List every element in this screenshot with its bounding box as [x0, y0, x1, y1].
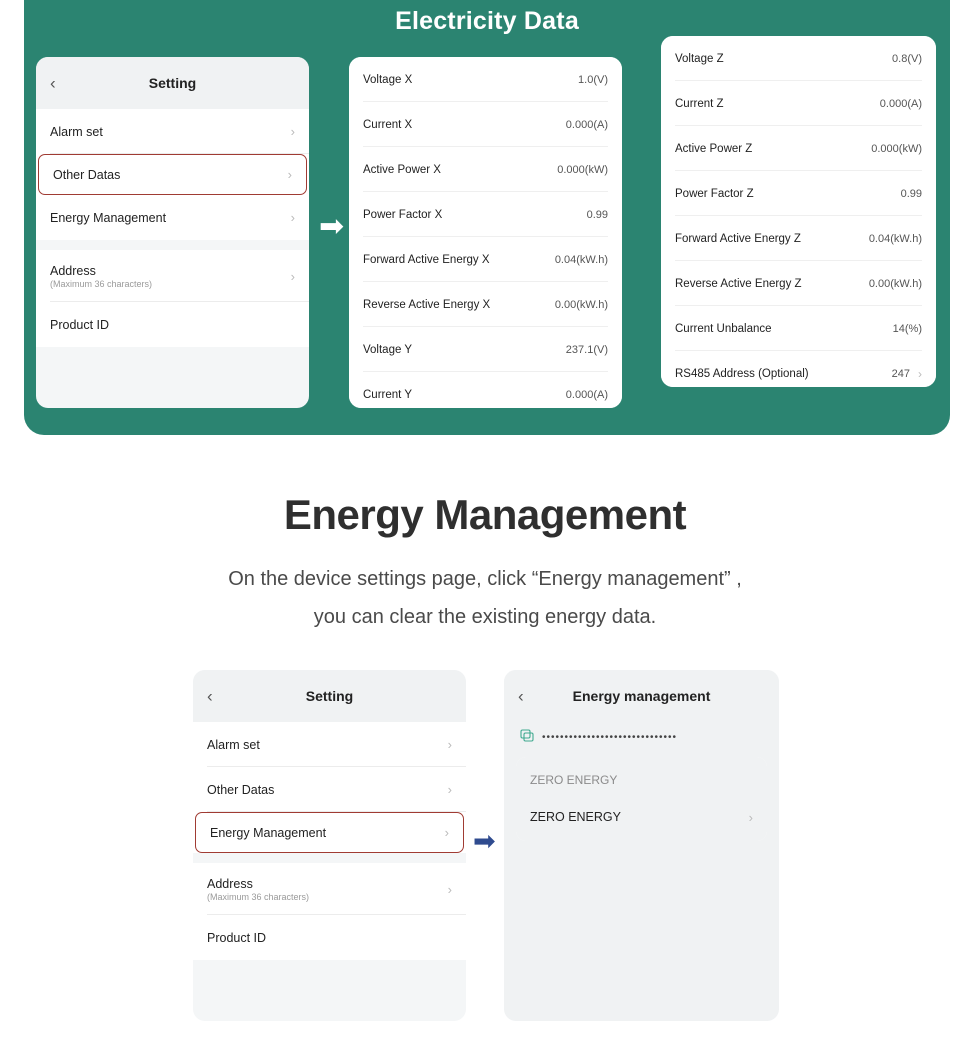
data-value: 247 — [891, 367, 910, 380]
chevron-right-icon: › — [287, 167, 292, 182]
data-row — [349, 192, 622, 237]
data-label: Active Power Z — [675, 142, 753, 155]
chevron-right-icon: › — [447, 782, 452, 797]
data-label: Current X — [363, 118, 413, 131]
energy-management-heading: Energy Management — [283, 491, 687, 538]
data-value: 237.1(V) — [565, 343, 608, 356]
data-value: 0.000(A) — [565, 388, 608, 401]
row-label: Alarm set — [50, 124, 103, 139]
data-label: Forward Active Energy X — [363, 253, 490, 266]
data-row — [349, 57, 622, 102]
data-value: 0.000(kW) — [557, 163, 608, 176]
data-row — [349, 147, 622, 192]
chevron-right-icon: › — [290, 124, 295, 139]
data-label: Reverse Active Energy Z — [675, 277, 802, 290]
chevron-right-icon: › — [748, 809, 753, 825]
data-value: 0.04(kW.h) — [868, 232, 922, 245]
description-line-2: you can clear the existing energy data. — [313, 606, 657, 628]
data-value: 0.000(A) — [565, 118, 608, 131]
back-icon[interactable]: ‹ — [518, 686, 524, 706]
flow-arrow-icon: ➡ — [319, 210, 345, 243]
energy-setting-phone-card — [193, 670, 466, 1021]
settings-list — [36, 109, 309, 347]
energy-management-phone-card — [504, 670, 779, 1021]
row-label: Energy Management — [50, 210, 167, 225]
data-value: 0.000(kW) — [871, 142, 922, 155]
data-label: Power Factor X — [363, 208, 443, 221]
row-label: Other Datas — [53, 167, 121, 182]
row-sublabel: (Maximum 36 characters) — [207, 891, 310, 902]
page-title: Setting — [305, 688, 354, 704]
data-label: Voltage Y — [363, 343, 413, 356]
sidebar-item-energy-management[interactable] — [36, 195, 309, 240]
electricity-data-phone-mid — [349, 57, 622, 408]
zero-energy-label: ZERO ENERGY — [530, 810, 621, 824]
page-title: Setting — [148, 75, 197, 91]
sidebar-item-other-datas[interactable] — [38, 154, 307, 195]
data-label: Current Unbalance — [675, 322, 772, 335]
sidebar-item-energy-management[interactable] — [195, 812, 464, 853]
zero-energy-item[interactable] — [516, 793, 767, 841]
chevron-right-icon: › — [447, 737, 452, 752]
data-value: 0.00(kW.h) — [868, 277, 922, 290]
rs485-address-row[interactable] — [661, 351, 936, 387]
phone-header — [504, 670, 779, 722]
data-label: Current Z — [675, 97, 724, 110]
row-label-stack — [50, 264, 152, 289]
sidebar-item-address[interactable] — [193, 863, 466, 915]
data-value: 0.00(kW.h) — [554, 298, 608, 311]
data-row — [661, 261, 936, 306]
settings-list — [193, 722, 466, 960]
data-row — [661, 216, 936, 261]
data-label: Voltage X — [363, 73, 413, 86]
electricity-data-title: Electricity Data — [395, 7, 579, 35]
data-label: Current Y — [363, 388, 413, 401]
back-icon[interactable]: ‹ — [207, 686, 213, 706]
device-icon — [520, 728, 534, 747]
electricity-data-phone-right — [661, 36, 936, 387]
sidebar-item-product-id[interactable] — [36, 302, 309, 347]
row-label: Energy Management — [210, 825, 327, 840]
data-value: 0.000(A) — [879, 97, 922, 110]
flow-arrow-icon: ➡ — [473, 826, 496, 856]
back-icon[interactable]: ‹ — [50, 73, 56, 93]
sidebar-item-alarm-set[interactable] — [36, 109, 309, 154]
device-id-row — [504, 722, 779, 757]
row-label: Product ID — [207, 930, 267, 945]
data-row — [661, 171, 936, 216]
data-label: Voltage Z — [675, 52, 724, 65]
data-value: 1.0(V) — [578, 73, 608, 86]
data-label: Forward Active Energy Z — [675, 232, 801, 245]
list-gap — [36, 240, 309, 250]
row-label: Address — [50, 263, 96, 278]
row-label: Alarm set — [207, 737, 260, 752]
chevron-right-icon: › — [290, 268, 295, 284]
data-label: Power Factor Z — [675, 187, 754, 200]
data-row — [349, 282, 622, 327]
device-id-dots: •••••••••••••••••••••••••••••• — [542, 732, 678, 743]
data-value: 14(%) — [892, 322, 922, 335]
data-label: Reverse Active Energy X — [363, 298, 491, 311]
chevron-right-icon: › — [918, 366, 922, 381]
phone-header — [36, 57, 309, 109]
page-title: Energy management — [572, 688, 711, 704]
list-gap — [193, 853, 466, 863]
data-value: 0.8(V) — [892, 52, 922, 65]
chevron-right-icon: › — [444, 825, 449, 840]
data-label: Active Power X — [363, 163, 441, 176]
phone-header — [193, 670, 466, 722]
data-value: 0.99 — [900, 187, 922, 200]
data-row — [349, 327, 622, 372]
data-row — [661, 81, 936, 126]
sidebar-item-alarm-set[interactable] — [193, 722, 466, 767]
chevron-right-icon: › — [447, 881, 452, 897]
electricity-data-panel — [24, 0, 950, 435]
row-label: Address — [207, 876, 253, 891]
row-label-stack — [207, 877, 309, 902]
setting-phone-card — [36, 57, 309, 408]
row-label: Other Datas — [207, 782, 275, 797]
data-row — [349, 237, 622, 282]
energy-management-description — [0, 560, 970, 636]
data-row — [661, 36, 936, 81]
sidebar-item-address[interactable] — [36, 250, 309, 302]
data-row — [349, 372, 622, 408]
data-value: 0.04(kW.h) — [554, 253, 608, 266]
row-sublabel: (Maximum 36 characters) — [50, 278, 153, 289]
zero-energy-caption: ZERO ENERGY — [516, 757, 767, 793]
row-label: Product ID — [50, 317, 110, 332]
data-row — [349, 102, 622, 147]
sidebar-item-other-datas[interactable] — [193, 767, 466, 812]
data-row — [661, 306, 936, 351]
data-row — [661, 126, 936, 171]
data-value: 0.99 — [586, 208, 608, 221]
data-label: RS485 Address (Optional) — [675, 367, 809, 380]
zero-energy-card — [516, 757, 767, 841]
chevron-right-icon: › — [290, 210, 295, 225]
sidebar-item-product-id[interactable] — [193, 915, 466, 960]
description-line-1: On the device settings page, click “Energy management” , — [228, 568, 742, 590]
